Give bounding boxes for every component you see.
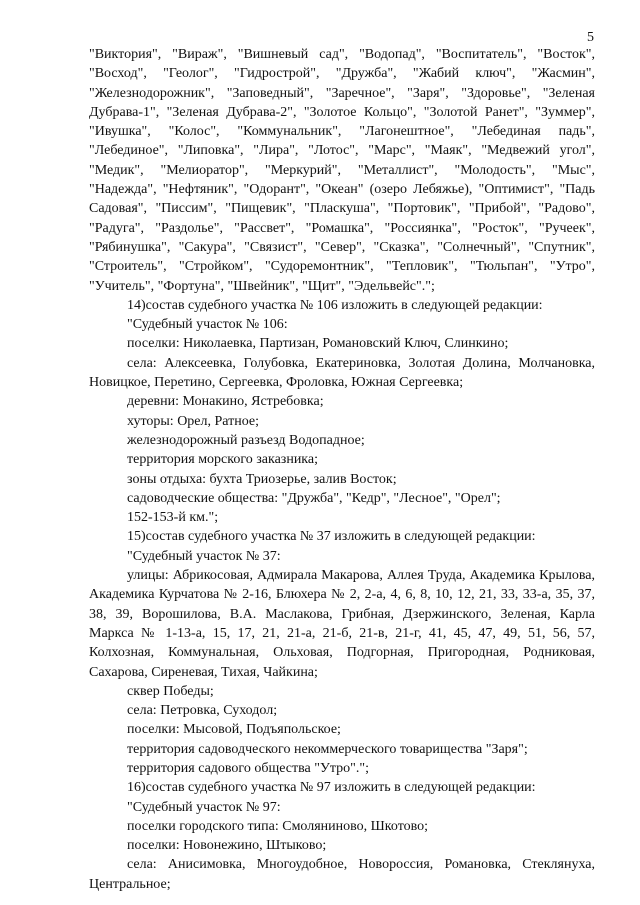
paragraph: 15)состав судебного участка № 37 изложить в следующей редакции: xyxy=(127,529,536,545)
paragraph: 16)состав судебного участка № 97 изложить в следующей редакции: xyxy=(127,780,536,796)
paragraph: "Судебный участок № 106: xyxy=(127,317,288,333)
paragraph: села: Алексеевка, Голубовка, Екатериновка, Золотая Долина, Молчановка, Новицкое, Перетино, Сергеевка, Фроловка, Южная Сергеевка; xyxy=(89,355,595,391)
paragraph: "Судебный участок № 97: xyxy=(127,799,281,815)
paragraph: поселки: Николаевка, Партизан, Романовский Ключ, Слинкино; xyxy=(127,336,509,352)
paragraph: 152-153-й км."; xyxy=(127,510,219,526)
paragraph: "Виктория", "Вираж", "Вишневый сад", "Водопад", "Воспитатель", "Восток", "Восход", "Геолог", "Гидрострой", "Дружба", "Жабий ключ", "Жасмин", "Железнодорожник", "Заповедный", "Заречное", "Заря", "Здоровье", "Зеленая Дубрава-1", "Зеленая Дубрава-2", "Золотое Кольцо", "Золотой Ранет", "Зуммер", "Ивушка", "Колос", "Коммунальник", "Лагонештное", "Лебединая падь", "Лебединое", "Липовка", "Лира", "Лотос", "Марс", "Маяк", "Медвежий угол", "Медик", "Мелиоратор", "Меркурий", "Металлист", "Молодость", "Мыс", "Надежда", "Нефтяник", "Одорант", "Океан" (озеро Лебяжье), "Оптимист", "Падь Садовая", "Писсим", "Пищевик", "Пласкуша", "Портовик", "Прибой", "Радово", "Радуга", "Раздолье", "Рассвет", "Ромашка", "Россиянка", "Росток", "Ручеек", "Рябинушка", "Сакура", "Связист", "Север", "Сказка", "Солнечный", "Спутник", "Строитель", "Стройком", "Судоремонтник", "Тепловик", "Тюльпан", "Утро", "Учитель", "Фортуна", "Швейник", "Щит", "Эдельвейс"."; xyxy=(89,47,595,294)
paragraph: села: Анисимовка, Многоудобное, Новороссия, Романовка, Стеклянуха, Центральное; xyxy=(89,857,595,892)
paragraph: 14)состав судебного участка № 106 изложить в следующей редакции: xyxy=(127,297,543,313)
paragraph: железнодорожный разъезд Водопадное; xyxy=(127,432,365,448)
paragraph: поселки городского типа: Смоляниново, Шкотово; xyxy=(127,818,429,834)
paragraph: сквер Победы; xyxy=(127,683,214,699)
paragraph: зоны отдыха: бухта Триозерье, залив Восток; xyxy=(127,471,397,487)
paragraph: поселки: Новонежино, Штыково; xyxy=(127,838,327,854)
paragraph: села: Петровка, Суходол; xyxy=(127,703,278,719)
paragraph: территория садоводческого некоммерческого товарищества "Заря"; xyxy=(127,741,528,757)
paragraph: "Судебный участок № 37: xyxy=(127,548,281,564)
paragraph: улицы: Абрикосовая, Адмирала Макарова, Аллея Труда, Академика Крылова, Академика Курчатова № 2-16, Блюхера № 2, 2-а, 4, 6, 8, 10, 12, 21, 33, 33-а, 35, 37, 38, 39, Ворошилова, В.А. Маслакова, Грибная, Дзержинского, Зеленая, Карла Маркса № 1-13-а, 15, 17, 21, 21-а, 21-б, 21-в, 21-г, 41, 45, 47, 49, 51, 56, 57, Колхозная, Коммунальная, Ольховая, Подгорная, Пригородная, Родниковая, Сахарова, Сиреневая, Тихая, Чайкина; xyxy=(89,568,595,680)
paragraph: поселки: Мысовой, Подъяпольское; xyxy=(127,722,341,738)
paragraph: территория садового общества "Утро"."; xyxy=(127,760,369,776)
page-number: 5 xyxy=(587,30,594,45)
paragraph: деревни: Монакино, Ястребовка; xyxy=(127,394,324,410)
paragraph: хуторы: Орел, Ратное; xyxy=(127,413,260,429)
document-body xyxy=(89,45,595,894)
paragraph: садоводческие общества: "Дружба", "Кедр", "Лесное", "Орел"; xyxy=(127,490,501,506)
paragraph: территория морского заказника; xyxy=(127,452,319,468)
